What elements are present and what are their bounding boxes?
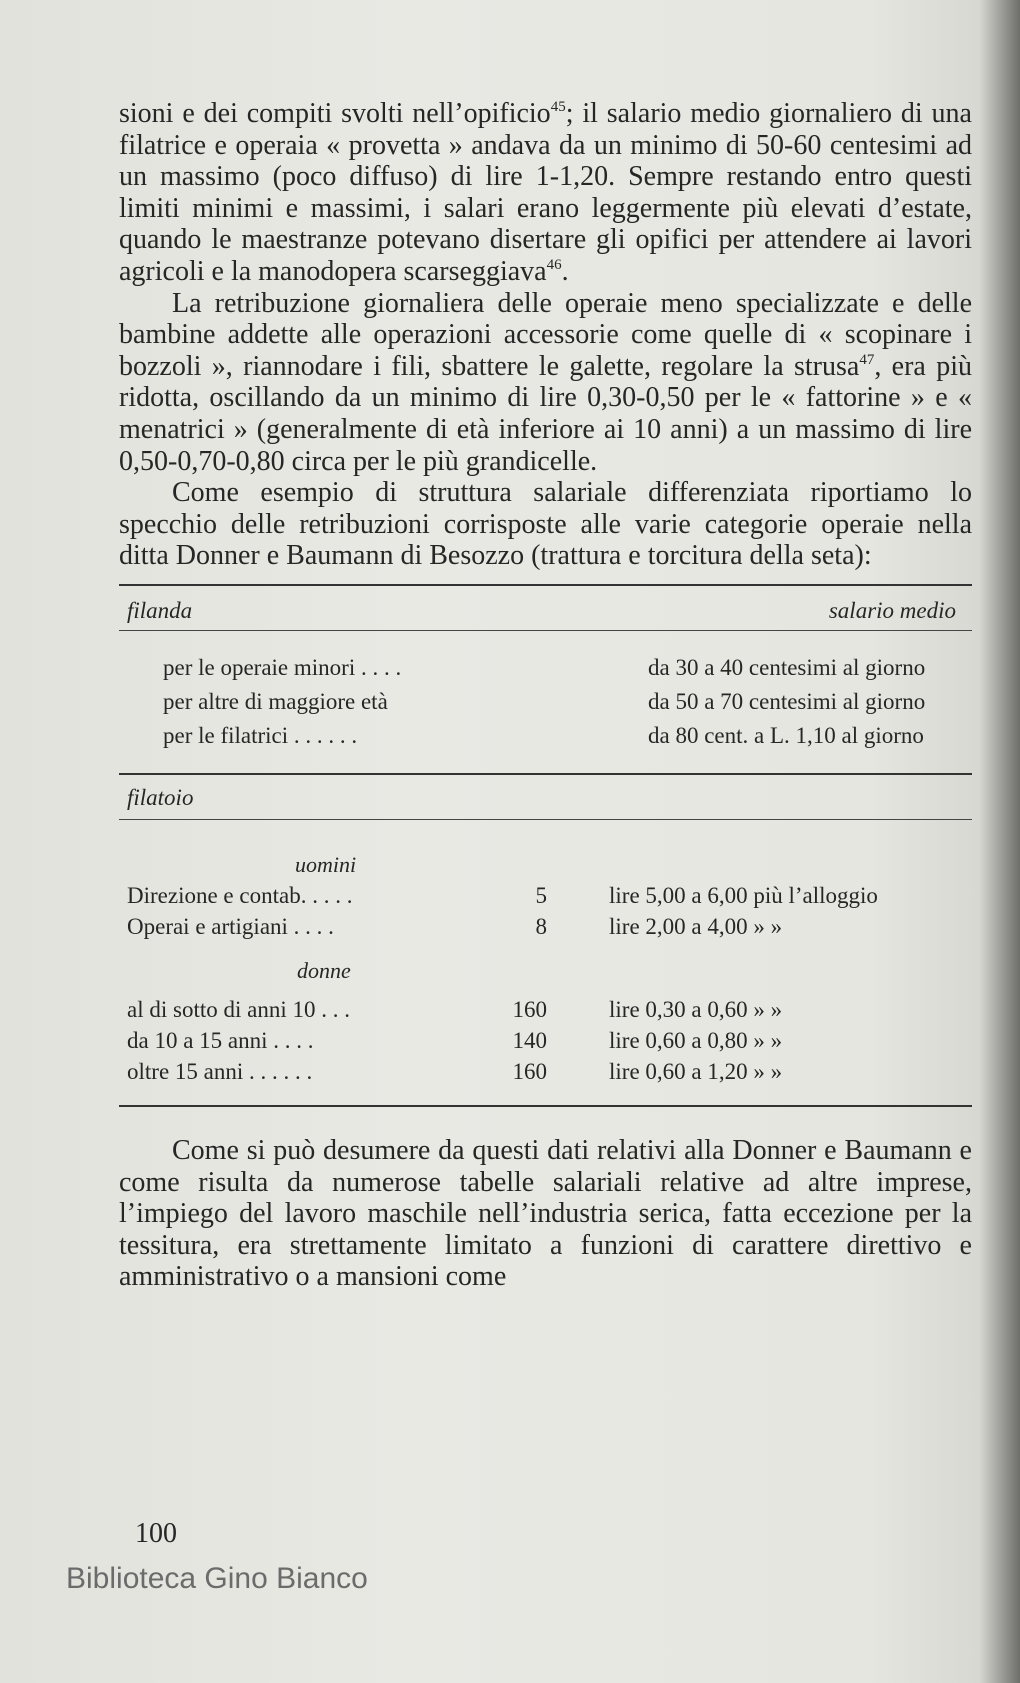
table-row: per le filatrici . . . . . . da 80 cent. a L. 1,10 al giorno — [163, 722, 924, 748]
paragraph-4: Come si può desumere da questi dati relativi alla Donner e Baumann e come risulta da numerose tabelle salariali relative ad altre imprese, l’impiego del lavoro maschile nell’industria serica, fatta eccezione per la tessitura, era strettamente limitato a funzioni di carattere direttivo e amministrativo o a mansioni come — [119, 1134, 972, 1293]
footnote-ref-45: 45 — [550, 99, 566, 115]
filatoio-header — [119, 775, 972, 819]
table-row: al di sotto di anni 10 . . . 160 lire 0,30 a 0,60 » » — [127, 996, 783, 1022]
paragraph-3: Come esempio di struttura salariale differenziata riportiamo lo specchio delle retribuzioni corrisposte alle varie categorie operaie nella ditta Donner e Baumann di Besozzo (trattura e torcitura della seta): — [119, 477, 972, 572]
table-row: per altre di maggiore età da 50 a 70 centesimi al giorno — [163, 688, 926, 714]
men-heading: uomini — [295, 851, 357, 877]
table-row: oltre 15 anni . . . . . . 160 lire 0,60 a 1,20 » » — [127, 1058, 783, 1084]
table-row: per le operaie minori . . . . da 30 a 40 centesimi al giorno — [163, 654, 926, 680]
table-bottom-rule — [119, 1105, 972, 1107]
table-row: da 10 a 15 anni . . . . 140 lire 0,60 a 0,80 » » — [127, 1027, 783, 1053]
wage-table — [119, 584, 972, 1107]
table-header — [119, 586, 972, 630]
footnote-ref-47: 47 — [859, 351, 875, 368]
section-filanda-label: filanda — [127, 597, 193, 623]
filanda-rows — [119, 631, 972, 773]
library-watermark: Biblioteca Gino Bianco — [66, 1562, 368, 1595]
table-row: Direzione e contab. . . . . 5 lire 5,00 a 6,00 più l’alloggio — [127, 882, 878, 908]
salary-column-header: salario medio — [828, 597, 956, 623]
footnote-ref-46: 46 — [546, 256, 562, 273]
paragraph-2: La retribuzione giornaliera delle operaie meno specializzate e delle bambine addette alle operazioni accessorie come quelle di « scopinare i bozzoli », riannodare i fili, sbattere le galette, regolare la strusa$^{47}$, era più ridotta, oscillando da un minimo di lire 0,30-0,50 per le « fattorine » e « menatrici » (generalmente di età inferiore ai 10 anni) a un massimo di lire 0,50-0,70-0,80 circa per le più grandicelle. — [119, 287, 972, 477]
page-content — [119, 98, 972, 1293]
section-filatoio-label: filatoio — [127, 784, 194, 810]
table-row: Operai e artigiani . . . . 8 lire 2,00 a 4,00 » » — [127, 913, 783, 939]
filatoio-rows — [119, 820, 972, 1087]
page-number: 100 — [135, 1518, 177, 1549]
paragraph-1: sioni e dei compiti svolti nell’opificio$^{45}$; il salario medio giornaliero di una filatrice e operaia « provetta » andava da un minimo di 50-60 centesimi ad un massimo (poco diffuso) di lire 1-1,20. Sempre restando entro questi limiti minimi e massimi, i salari erano leggermente più elevati d’estate, quando le maestranze potevano disertare gli opifici per attendere ai lavori agricoli e la manodopera scarseggiava$^{46}$. — [119, 98, 972, 287]
women-heading: donne — [297, 957, 351, 983]
